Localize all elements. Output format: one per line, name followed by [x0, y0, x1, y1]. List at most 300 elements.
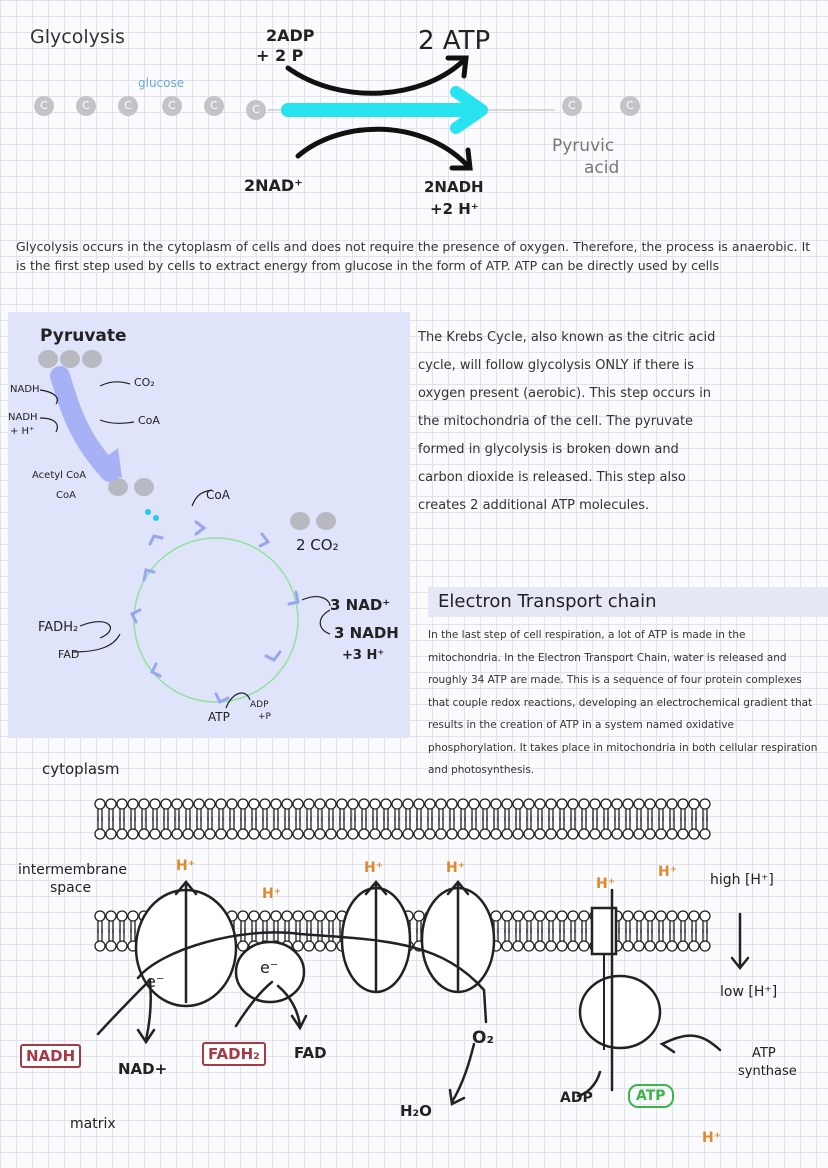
lipid-head	[227, 799, 237, 809]
etc-heading: Electron Transport chain	[438, 591, 657, 612]
atp-product-label: ATP	[628, 1084, 674, 1108]
lipid-head	[304, 941, 314, 951]
lipid-tail	[340, 817, 344, 829]
lipid-head	[117, 911, 127, 921]
lipid-tail	[131, 817, 135, 829]
lipid-head	[634, 829, 644, 839]
electron-label: e⁻	[146, 972, 165, 991]
lipid-head	[326, 911, 336, 921]
lipid-head	[238, 829, 248, 839]
lipid-head	[656, 799, 666, 809]
lipid-head	[260, 911, 270, 921]
lipid-head	[612, 829, 622, 839]
space-label: space	[50, 880, 92, 896]
lipid-head	[425, 829, 435, 839]
lipid-head	[282, 799, 292, 809]
lipid-head	[568, 941, 578, 951]
lipid-head	[172, 799, 182, 809]
lipid-head	[249, 911, 259, 921]
lipid-head	[205, 799, 215, 809]
lipid-tail	[670, 929, 674, 941]
lipid-head	[194, 799, 204, 809]
lipid-head	[491, 799, 501, 809]
lipid-head	[480, 799, 490, 809]
lipid-tail	[120, 817, 124, 829]
lipid-head	[469, 829, 479, 839]
lipid-head	[700, 941, 710, 951]
adp-label: ADP	[560, 1090, 593, 1106]
lipid-head	[612, 799, 622, 809]
co2-out-label: 2 CO₂	[296, 536, 339, 554]
lipid-tail	[439, 817, 443, 829]
lipid-head	[106, 829, 116, 839]
lipid-head	[139, 799, 149, 809]
lipid-head	[678, 941, 688, 951]
lipid-head	[524, 941, 534, 951]
proton-label: H⁺	[262, 886, 282, 902]
lipid-head	[601, 799, 611, 809]
lipid-tail	[186, 817, 190, 829]
lipid-head	[150, 799, 160, 809]
lipid-head	[458, 799, 468, 809]
lipid-head	[139, 829, 149, 839]
lipid-tail	[516, 817, 520, 829]
lipid-tail	[109, 929, 113, 941]
lipid-head	[491, 829, 501, 839]
proton-label: H⁺	[658, 864, 678, 880]
lipid-tail	[560, 929, 564, 941]
lipid-tail	[450, 817, 454, 829]
lipid-head	[403, 829, 413, 839]
h2o-label: H₂O	[400, 1102, 432, 1120]
lipid-head	[678, 911, 688, 921]
lipid-head	[656, 941, 666, 951]
carbon-atom: C	[34, 96, 54, 116]
lipid-tail	[626, 817, 630, 829]
lipid-head	[678, 829, 688, 839]
lipid-head	[645, 941, 655, 951]
lipid-head	[260, 799, 270, 809]
lipid-head	[546, 911, 556, 921]
lipid-tail	[505, 929, 509, 941]
lipid-tail	[549, 817, 553, 829]
atp-synthase-sub-label: synthase	[738, 1064, 797, 1079]
lipid-head	[579, 911, 589, 921]
lipid-head	[579, 941, 589, 951]
cytoplasm-label: cytoplasm	[42, 760, 120, 778]
lipid-tail	[472, 817, 476, 829]
nadh-h-plus-label: + H⁺	[10, 426, 35, 437]
low-h-label: low [H⁺]	[720, 984, 778, 1000]
lipid-tail	[527, 929, 531, 941]
lipid-head	[623, 799, 633, 809]
glucose-label: glucose	[138, 76, 185, 90]
lipid-head	[414, 911, 424, 921]
lipid-head	[271, 799, 281, 809]
matrix-label: matrix	[70, 1116, 116, 1132]
lipid-head	[326, 799, 336, 809]
lipid-tail	[142, 817, 146, 829]
lipid-head	[414, 829, 424, 839]
lipid-head	[315, 799, 325, 809]
proton-label: H⁺	[596, 876, 616, 892]
lipid-tail	[703, 929, 707, 941]
o2-label: O₂	[472, 1028, 494, 1048]
lipid-head	[568, 911, 578, 921]
lipid-tail	[307, 817, 311, 829]
nadh-label: 2NADH	[424, 178, 484, 196]
nadh-h-label: NADH	[8, 412, 38, 423]
lipid-tail	[263, 817, 267, 829]
carbon-atom: C	[118, 96, 138, 116]
lipid-head	[546, 829, 556, 839]
lipid-tail	[351, 817, 355, 829]
lipid-tail	[692, 817, 696, 829]
lipid-head	[634, 799, 644, 809]
lipid-tail	[329, 817, 333, 829]
nadh-box: NADH	[20, 1044, 81, 1068]
lipid-head	[95, 829, 105, 839]
lipid-head	[216, 799, 226, 809]
lipid-head	[304, 829, 314, 839]
lipid-tail	[560, 817, 564, 829]
lipid-tail	[274, 929, 278, 941]
lipid-head	[689, 911, 699, 921]
lipid-head	[656, 911, 666, 921]
lipid-head	[535, 799, 545, 809]
proton-label: H⁺	[364, 860, 384, 876]
fad-label: FAD	[58, 648, 80, 661]
lipid-tail	[538, 929, 542, 941]
lipid-head	[95, 799, 105, 809]
lipid-head	[524, 911, 534, 921]
lipid-head	[645, 829, 655, 839]
proton-label: H⁺	[702, 1130, 722, 1146]
lipid-tail	[461, 817, 465, 829]
lipid-head	[392, 799, 402, 809]
lipid-tail	[120, 929, 124, 941]
lipid-head	[634, 911, 644, 921]
lipid-head	[106, 941, 116, 951]
lipid-head	[469, 799, 479, 809]
lipid-head	[326, 829, 336, 839]
fadh2-label: FADH₂	[38, 620, 79, 635]
lipid-head	[645, 799, 655, 809]
fadh2-box: FADH₂	[202, 1042, 266, 1066]
lipid-head	[524, 829, 534, 839]
lipid-tail	[527, 817, 531, 829]
lipid-tail	[296, 817, 300, 829]
lipid-head	[568, 829, 578, 839]
lipid-head	[315, 941, 325, 951]
lipid-head	[392, 829, 402, 839]
lipid-tail	[571, 929, 575, 941]
lipid-tail	[626, 929, 630, 941]
lipid-tail	[175, 817, 179, 829]
lipid-head	[128, 799, 138, 809]
lipid-tail	[670, 817, 674, 829]
lipid-head	[150, 829, 160, 839]
lipid-head	[513, 829, 523, 839]
lipid-tail	[648, 929, 652, 941]
lipid-head	[183, 829, 193, 839]
lipid-tail	[549, 929, 553, 941]
lipid-head	[249, 829, 259, 839]
lipid-tail	[417, 929, 421, 941]
lipid-head	[645, 911, 655, 921]
lipid-tail	[604, 817, 608, 829]
lipid-tail	[516, 929, 520, 941]
lipid-head	[436, 799, 446, 809]
lipid-head	[172, 829, 182, 839]
lipid-head	[535, 911, 545, 921]
lipid-head	[678, 799, 688, 809]
lipid-tail	[373, 817, 377, 829]
lipid-tail	[571, 817, 575, 829]
lipid-head	[590, 829, 600, 839]
lipid-tail	[241, 817, 245, 829]
krebs-cycle-diagram	[0, 300, 420, 740]
nadh-out-label: 3 NADH	[334, 624, 399, 642]
lipid-head	[403, 799, 413, 809]
lipid-head	[282, 911, 292, 921]
lipid-head	[304, 799, 314, 809]
carbon-atom: C	[562, 96, 582, 116]
lipid-tail	[362, 817, 366, 829]
pyruvic-label: Pyruvic	[552, 136, 615, 156]
lipid-head	[513, 799, 523, 809]
lipid-tail	[230, 817, 234, 829]
lipid-head	[161, 829, 171, 839]
lipid-head	[381, 799, 391, 809]
lipid-head	[370, 829, 380, 839]
lipid-head	[502, 829, 512, 839]
glycolysis-description: Glycolysis occurs in the cytoplasm of cells and does not require the presence of oxygen. Therefore, the process is anaerobic. It is the first step used by cells to extract energy from glucose in the form of ATP. ATP can be directly used by cells	[16, 239, 811, 273]
lipid-head	[381, 829, 391, 839]
lipid-tail	[274, 817, 278, 829]
lipid-head	[700, 911, 710, 921]
lipid-head	[315, 911, 325, 921]
lipid-head	[700, 799, 710, 809]
h-label: +2 H⁺	[430, 200, 479, 218]
lipid-head	[436, 829, 446, 839]
krebs-description: The Krebs Cycle, also known as the citric acid cycle, will follow glycolysis ONLY if there is oxygen present (aerobic). This step occurs in the mitochondria of the cell. The pyruvate formed in glycolysis is broken down and carbon dioxide is released. This step also creates 2 additional ATP molecules.	[418, 330, 716, 513]
lipid-tail	[131, 929, 135, 941]
adp-label: 2ADP	[266, 26, 315, 45]
lipid-head	[557, 911, 567, 921]
h-out-label: +3 H⁺	[342, 648, 385, 663]
lipid-tail	[428, 817, 432, 829]
krebs-adp-label: ADP	[250, 700, 269, 710]
atp-synthase-label: ATP	[752, 1046, 776, 1061]
lipid-head	[249, 799, 259, 809]
lipid-head	[568, 799, 578, 809]
lipid-head	[205, 829, 215, 839]
lipid-head	[370, 799, 380, 809]
lipid-tail	[263, 929, 267, 941]
lipid-head	[271, 829, 281, 839]
lipid-head	[293, 829, 303, 839]
nad-label: 2NAD⁺	[244, 176, 303, 195]
intermembrane-label: intermembrane	[18, 862, 127, 878]
lipid-head	[557, 941, 567, 951]
lipid-head	[447, 829, 457, 839]
lipid-head	[667, 911, 677, 921]
lipid-head	[271, 911, 281, 921]
nadh-left-label: NADH	[10, 384, 40, 395]
krebs-atp-label: ATP	[208, 710, 230, 724]
lipid-head	[700, 829, 710, 839]
lipid-head	[480, 829, 490, 839]
lipid-tail	[615, 817, 619, 829]
high-h-label: high [H⁺]	[710, 872, 774, 888]
lipid-head	[315, 829, 325, 839]
lipid-tail	[582, 929, 586, 941]
lipid-head	[634, 941, 644, 951]
coa-in-label: CoA	[138, 414, 160, 427]
lipid-tail	[384, 817, 388, 829]
lipid-tail	[582, 817, 586, 829]
lipid-head	[117, 799, 127, 809]
lipid-head	[667, 941, 677, 951]
lipid-head	[183, 799, 193, 809]
electron-label: e⁻	[260, 958, 279, 977]
lipid-tail	[659, 817, 663, 829]
lipid-head	[689, 941, 699, 951]
lipid-head	[293, 799, 303, 809]
fad-label: FAD	[294, 1044, 327, 1062]
lipid-head	[667, 799, 677, 809]
lipid-tail	[659, 929, 663, 941]
lipid-tail	[285, 817, 289, 829]
lipid-head	[128, 829, 138, 839]
lipid-head	[535, 829, 545, 839]
lipid-head	[359, 829, 369, 839]
lipid-head	[194, 829, 204, 839]
lipid-head	[557, 829, 567, 839]
lipid-head	[117, 941, 127, 951]
acetyl-coa-label: Acetyl CoA	[32, 470, 87, 481]
lipid-head	[689, 829, 699, 839]
pyruvate-label: Pyruvate	[40, 326, 127, 346]
lipid-tail	[252, 929, 256, 941]
lipid-head	[601, 829, 611, 839]
lipid-head	[117, 829, 127, 839]
proton-label: H⁺	[446, 860, 466, 876]
lipid-tail	[98, 929, 102, 941]
carbon-atom: C	[162, 96, 182, 116]
lipid-tail	[153, 817, 157, 829]
lipid-tail	[692, 929, 696, 941]
lipid-head	[106, 911, 116, 921]
lipid-head	[293, 911, 303, 921]
krebs-adp-p-label: +P	[258, 712, 271, 722]
lipid-head	[667, 829, 677, 839]
lipid-tail	[637, 817, 641, 829]
lipid-tail	[538, 817, 542, 829]
lipid-head	[524, 799, 534, 809]
lipid-head	[557, 799, 567, 809]
lipid-head	[348, 829, 358, 839]
lipid-head	[447, 799, 457, 809]
lipid-tail	[219, 817, 223, 829]
lipid-tail	[494, 817, 498, 829]
lipid-head	[348, 799, 358, 809]
lipid-tail	[681, 929, 685, 941]
lipid-tail	[395, 817, 399, 829]
lipid-head	[304, 911, 314, 921]
lipid-tail	[318, 817, 322, 829]
lipid-head	[95, 941, 105, 951]
lipid-head	[238, 911, 248, 921]
carbon-atom: C	[76, 96, 96, 116]
lipid-tail	[648, 817, 652, 829]
coa-cycle-label: CoA	[206, 488, 230, 502]
carbon-atom: C	[204, 96, 224, 116]
lipid-head	[579, 829, 589, 839]
lipid-head	[227, 829, 237, 839]
lipid-tail	[252, 817, 256, 829]
lipid-tail	[483, 817, 487, 829]
lipid-tail	[505, 817, 509, 829]
lipid-head	[502, 799, 512, 809]
lipid-head	[238, 799, 248, 809]
lipid-tail	[593, 817, 597, 829]
lipid-head	[546, 799, 556, 809]
lipid-head	[337, 829, 347, 839]
lipid-tail	[197, 817, 201, 829]
lipid-head	[502, 941, 512, 951]
lipid-head	[106, 799, 116, 809]
acetyl-coa-sub-label: CoA	[56, 490, 76, 501]
lipid-tail	[208, 817, 212, 829]
glycolysis-arrows	[0, 0, 828, 240]
lipid-head	[425, 799, 435, 809]
lipid-tail	[285, 929, 289, 941]
lipid-head	[590, 799, 600, 809]
carbon-atom: C	[246, 100, 266, 120]
lipid-head	[128, 911, 138, 921]
lipid-head	[623, 829, 633, 839]
carbon-atom: C	[620, 96, 640, 116]
lipid-tail	[109, 817, 113, 829]
etc-description: In the last step of cell respiration, a lot of ATP is made in the mitochondria. In the Electron Transport Chain, water is released and roughly 34 ATP are made. This is a sequence of four protein complexes that couple redox reactions, developing an electrochemical gradient that results in the creation of ATP in a system named oxidative phosphorylation. It takes place in mitochondria in both cellular respiration and photosynthesis.	[428, 629, 818, 776]
lipid-tail	[164, 817, 168, 829]
lipid-tail	[98, 817, 102, 829]
lipid-head	[535, 941, 545, 951]
lipid-head	[579, 799, 589, 809]
lipid-head	[689, 799, 699, 809]
lipid-head	[414, 799, 424, 809]
glycolysis-title: Glycolysis	[30, 26, 125, 48]
lipid-head	[623, 911, 633, 921]
co2-release-label: CO₂	[134, 376, 155, 389]
lipid-head	[623, 941, 633, 951]
lipid-head	[95, 911, 105, 921]
lipid-head	[216, 829, 226, 839]
acid-label: acid	[584, 158, 620, 178]
atp-label: 2 ATP	[418, 26, 491, 56]
lipid-head	[656, 829, 666, 839]
lipid-head	[161, 799, 171, 809]
lipid-head	[260, 829, 270, 839]
lipid-tail	[703, 817, 707, 829]
proton-label: H⁺	[176, 858, 196, 874]
phosphate-label: + 2 P	[256, 46, 304, 65]
lipid-head	[458, 829, 468, 839]
lipid-tail	[406, 817, 410, 829]
lipid-head	[282, 829, 292, 839]
